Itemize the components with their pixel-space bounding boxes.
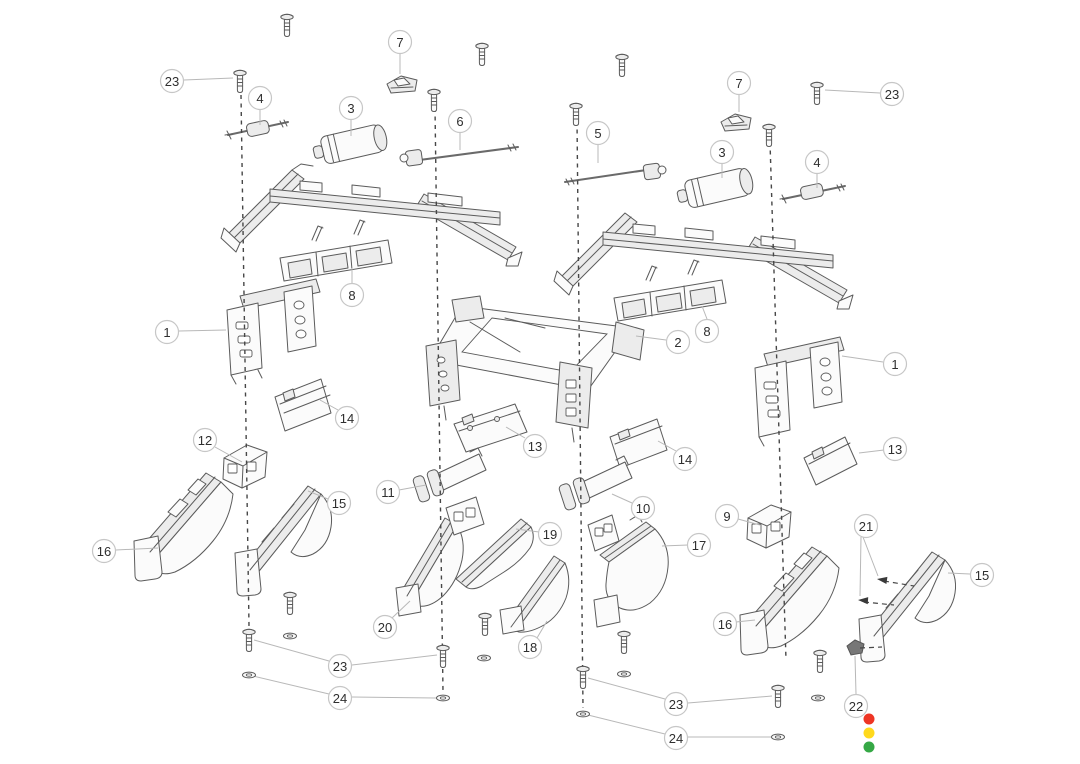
callout-23 [329, 655, 352, 678]
callout-leader-line [588, 715, 665, 734]
parts-layer [134, 76, 956, 662]
callout-leader-line [179, 330, 226, 331]
callout-leader-line [612, 494, 632, 503]
callout-7 [728, 72, 751, 95]
callout-number: 3 [347, 101, 355, 116]
callout-18 [519, 636, 542, 659]
status-dot-yellow [864, 728, 875, 739]
screw-icon [772, 685, 784, 707]
callout-9 [716, 505, 739, 528]
part-1-bracket-left [227, 279, 320, 384]
callout-number: 7 [735, 76, 743, 91]
callout-number: 22 [848, 699, 864, 714]
callout-number: 7 [396, 35, 404, 50]
callout-2 [667, 331, 690, 354]
screw-icon [814, 650, 826, 672]
part-13-plate-center [454, 404, 527, 452]
callout-number: 1 [891, 357, 899, 372]
direction-arrow-icon [858, 596, 868, 604]
callout-13 [884, 438, 907, 461]
callout-number: 4 [813, 155, 821, 170]
callout-7 [389, 31, 412, 54]
screw-icon [570, 103, 582, 125]
screw-icon [243, 629, 255, 651]
part-10-prong-bracket [558, 456, 632, 511]
screw-icon [479, 613, 491, 635]
part-8-bar-left [280, 220, 392, 281]
part-4-drive-rod-left [225, 120, 288, 139]
callout-number: 15 [974, 568, 990, 583]
callout-leader-line [352, 697, 436, 698]
callout-number: 12 [197, 433, 213, 448]
callout-4 [249, 87, 272, 110]
callout-leader-line [588, 678, 665, 699]
screw-icon [428, 89, 440, 111]
part-14-plate-left [275, 379, 331, 431]
callout-3 [711, 141, 734, 164]
callout-number: 15 [331, 496, 347, 511]
callout-1 [156, 321, 179, 344]
part-15-cover-right [859, 552, 956, 662]
callout-20 [374, 616, 397, 639]
callout-leader-line [702, 306, 707, 319]
callout-number: 17 [691, 538, 707, 553]
callout-number: 8 [348, 288, 356, 303]
callout-number: 24 [332, 691, 348, 706]
callout-number: 24 [668, 731, 684, 746]
callout-6 [449, 110, 472, 133]
screw-icon [234, 70, 246, 92]
callout-number: 11 [381, 485, 395, 500]
part-11-prong-bracket [412, 448, 486, 503]
callout-24 [665, 727, 688, 750]
callout-number: 1 [163, 325, 171, 340]
washer-icon [478, 655, 491, 661]
status-dot-green [864, 742, 875, 753]
callout-15 [328, 492, 351, 515]
screw-icon [811, 82, 823, 104]
part-16-cover-right [740, 547, 839, 655]
callout-number: 13 [527, 439, 543, 454]
callout-number: 21 [858, 519, 874, 534]
callout-number: 4 [256, 91, 264, 106]
part-5-flex-cable [565, 163, 666, 185]
callout-leader-line [825, 90, 880, 93]
callout-4 [806, 151, 829, 174]
part-7-clamp-left [387, 76, 417, 93]
washer-icon [243, 672, 256, 678]
callout-19 [539, 523, 562, 546]
callout-24 [329, 687, 352, 710]
callout-13 [524, 435, 547, 458]
washer-icon [812, 695, 825, 701]
callout-23 [665, 693, 688, 716]
part-15-cover-left [235, 486, 332, 596]
callout-leader-line [859, 450, 884, 453]
callout-15 [971, 564, 994, 587]
callout-leader-line [352, 655, 437, 665]
callout-3 [340, 97, 363, 120]
callout-leader-line [860, 537, 861, 596]
screw-icon [763, 124, 775, 146]
screw-icon [437, 645, 449, 667]
callout-5 [587, 122, 610, 145]
callout-number: 19 [542, 527, 558, 542]
washer-icon [772, 734, 785, 740]
callout-leader-line [855, 656, 856, 694]
callout-number: 18 [522, 640, 538, 655]
callout-number: 20 [377, 620, 393, 635]
part-8-bar-right [614, 260, 726, 321]
callout-16 [714, 613, 737, 636]
callout-number: 6 [456, 114, 464, 129]
callout-leader-line [662, 545, 688, 546]
part-9-clip [747, 505, 791, 548]
screw-icon [281, 14, 293, 36]
part-14-plate-right [610, 419, 667, 468]
callout-number: 8 [703, 324, 711, 339]
callout-number: 14 [677, 452, 693, 467]
part-7-clamp-right [721, 114, 751, 131]
callout-1 [884, 353, 907, 376]
callout-number: 2 [674, 335, 682, 350]
screw-icon [476, 43, 488, 65]
callout-number: 23 [884, 87, 900, 102]
callout-11 [377, 481, 400, 504]
status-dot-red [864, 714, 875, 725]
part-3-motor-left [311, 123, 389, 167]
callout-23 [161, 70, 184, 93]
callout-number: 16 [96, 544, 112, 559]
callout-16 [93, 540, 116, 563]
callout-number: 3 [718, 145, 726, 160]
callout-number: 23 [668, 697, 684, 712]
callout-14 [336, 407, 359, 430]
screw-icon [616, 54, 628, 76]
callout-number: 23 [332, 659, 348, 674]
callout-number: 5 [594, 126, 602, 141]
part-12-clip [223, 445, 267, 488]
callout-number: 23 [164, 74, 180, 89]
washer-icon [577, 711, 590, 717]
part-2-center-frame [426, 296, 644, 442]
part-4-drive-rod-right [780, 183, 845, 203]
callout-10 [632, 497, 655, 520]
callout-leader-line [184, 78, 233, 80]
callout-8 [341, 284, 364, 307]
arrow-markers-layer [858, 575, 888, 604]
part-6-flex-cable [400, 144, 518, 166]
screw-icon [284, 592, 296, 614]
part-16-cover-left [134, 473, 233, 581]
callout-14 [674, 448, 697, 471]
callout-number: 10 [635, 501, 651, 516]
washer-icon [284, 633, 297, 639]
callout-12 [194, 429, 217, 452]
callout-leader-line [688, 696, 772, 703]
callout-leader-line [254, 640, 329, 661]
part-1-bracket-right [755, 337, 844, 446]
callout-number: 13 [887, 442, 903, 457]
direction-arrow-icon [876, 575, 887, 584]
callout-leader-line [863, 537, 878, 576]
status-dots-layer [864, 714, 875, 753]
callout-8 [696, 320, 719, 343]
callout-17 [688, 534, 711, 557]
callout-23 [881, 83, 904, 106]
screw-icon [577, 666, 589, 688]
callout-number: 9 [723, 509, 731, 524]
callout-number: 16 [717, 617, 733, 632]
callout-22 [845, 695, 868, 718]
callout-leader-line [842, 356, 883, 362]
part-13-plate-right [804, 437, 857, 485]
callout-leader-line [253, 676, 329, 694]
washer-icon [437, 695, 450, 701]
washer-icon [618, 671, 631, 677]
callout-21 [855, 515, 878, 538]
callout-number: 14 [339, 411, 355, 426]
part-3-motor-right [675, 166, 755, 210]
screw-icon [618, 631, 630, 653]
